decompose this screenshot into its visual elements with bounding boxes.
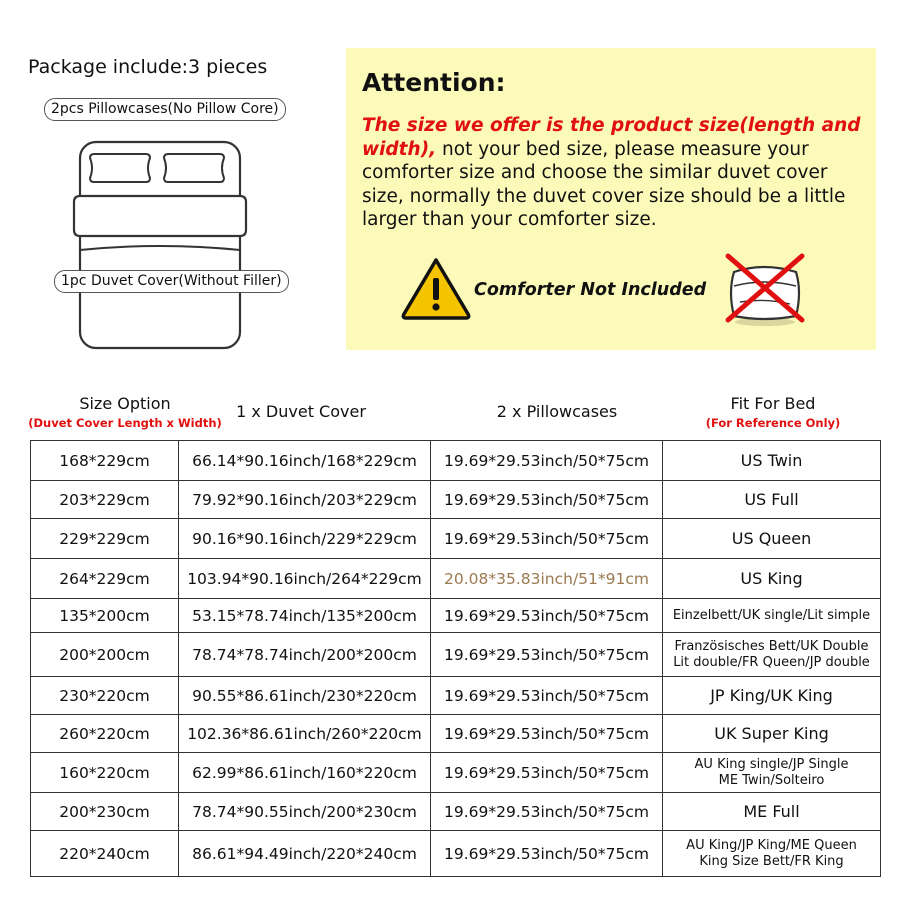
duvet-cell: 103.94*90.16inch/264*229cm xyxy=(179,559,431,599)
table-row xyxy=(31,633,881,677)
fit-cell xyxy=(663,633,881,677)
table-row xyxy=(31,441,881,481)
header-duvet: 1 x Duvet Cover xyxy=(236,402,366,421)
fit-cell xyxy=(663,831,881,877)
fit-cell: UK Super King xyxy=(663,715,881,753)
duvet-cell: 66.14*90.16inch/168*229cm xyxy=(179,441,431,481)
pillow-cell: 19.69*29.53inch/50*75cm xyxy=(431,753,663,793)
pillow-cell: 19.69*29.53inch/50*75cm xyxy=(431,715,663,753)
table-row xyxy=(31,599,881,633)
duvet-fold-icon xyxy=(74,196,246,236)
size-cell: 260*220cm xyxy=(31,715,179,753)
fit-line: King Size Bett/FR King xyxy=(699,853,844,869)
table-row xyxy=(31,753,881,793)
fit-cell: US Queen xyxy=(663,519,881,559)
attention-text xyxy=(362,114,862,232)
fit-line: AU King single/JP Single xyxy=(694,756,849,772)
fit-line: AU King/JP King/ME Queen xyxy=(686,837,857,853)
table-row xyxy=(31,793,881,831)
pillow-cell: 19.69*29.53inch/50*75cm xyxy=(431,519,663,559)
fit-line: ME Twin/Solteiro xyxy=(718,772,825,788)
duvet-cell: 78.74*78.74inch/200*200cm xyxy=(179,633,431,677)
duvet-cell: 102.36*86.61inch/260*220cm xyxy=(179,715,431,753)
pillow-cell: 19.69*29.53inch/50*75cm xyxy=(431,677,663,715)
size-cell: 160*220cm xyxy=(31,753,179,793)
attention-panel xyxy=(346,48,876,350)
table-row xyxy=(31,677,881,715)
table-row xyxy=(31,831,881,877)
bed-illustration xyxy=(70,110,250,350)
header-fit-sub: (For Reference Only) xyxy=(705,416,841,430)
table-row xyxy=(31,715,881,753)
pillow-cell: 19.69*29.53inch/50*75cm xyxy=(431,481,663,519)
pillow-right-icon xyxy=(164,154,224,182)
fit-line: Lit double/FR Queen/JP double xyxy=(673,654,870,670)
no-comforter-icon xyxy=(720,248,810,328)
attention-body-text: not your bed size, please measure your comforter size and choose the similar duvet cover size, normally the duvet cover size should be a little larger than your comforter size. xyxy=(362,138,846,230)
fit-cell: US King xyxy=(663,559,881,599)
pillowcases-callout: 2pcs Pillowcases(No Pillow Core) xyxy=(44,98,286,121)
size-cell: 135*200cm xyxy=(31,599,179,633)
fit-cell: ME Full xyxy=(663,793,881,831)
fit-cell: US Twin xyxy=(663,441,881,481)
duvet-cell: 86.61*94.49inch/220*240cm xyxy=(179,831,431,877)
size-cell: 229*229cm xyxy=(31,519,179,559)
table-row xyxy=(31,559,881,599)
warning-icon xyxy=(400,256,472,320)
fit-cell: US Full xyxy=(663,481,881,519)
header-size-option-label: Size Option xyxy=(79,394,171,413)
header-fit-label: Fit For Bed xyxy=(730,394,816,413)
duvet-cell: 78.74*90.55inch/200*230cm xyxy=(179,793,431,831)
size-cell: 168*229cm xyxy=(31,441,179,481)
pillow-cell: 19.69*29.53inch/50*75cm xyxy=(431,831,663,877)
comforter-note: Comforter Not Included xyxy=(474,280,707,300)
size-cell: 220*240cm xyxy=(31,831,179,877)
duvet-cell: 53.15*78.74inch/135*200cm xyxy=(179,599,431,633)
fit-line: Französisches Bett/UK Double xyxy=(674,638,869,654)
fit-cell xyxy=(663,753,881,793)
pillow-cell: 20.08*35.83inch/51*91cm xyxy=(431,559,663,599)
duvet-cell: 90.55*86.61inch/230*220cm xyxy=(179,677,431,715)
size-cell: 200*200cm xyxy=(31,633,179,677)
pillow-cell: 19.69*29.53inch/50*75cm xyxy=(431,441,663,481)
pillow-cell: 19.69*29.53inch/50*75cm xyxy=(431,599,663,633)
duvet-cell: 90.16*90.16inch/229*229cm xyxy=(179,519,431,559)
size-cell: 200*230cm xyxy=(31,793,179,831)
pillow-cell: 19.69*29.53inch/50*75cm xyxy=(431,633,663,677)
duvet-callout: 1pc Duvet Cover(Without Filler) xyxy=(54,270,289,293)
table-row xyxy=(31,519,881,559)
duvet-cell: 79.92*90.16inch/203*229cm xyxy=(179,481,431,519)
package-title: Package include:3 pieces xyxy=(28,56,268,78)
pillow-left-icon xyxy=(90,154,150,182)
duvet-cell: 62.99*86.61inch/160*220cm xyxy=(179,753,431,793)
size-cell: 230*220cm xyxy=(31,677,179,715)
fit-cell: JP King/UK King xyxy=(663,677,881,715)
fit-cell: Einzelbett/UK single/Lit simple xyxy=(663,599,881,633)
header-fit xyxy=(662,394,884,430)
attention-red-text: The size we offer is the product size(length and width), xyxy=(362,115,861,160)
table-row xyxy=(31,481,881,519)
size-cell: 264*229cm xyxy=(31,559,179,599)
attention-title: Attention: xyxy=(362,68,506,97)
size-table xyxy=(30,440,881,877)
header-pillow: 2 x Pillowcases xyxy=(496,402,618,421)
size-cell: 203*229cm xyxy=(31,481,179,519)
pillow-cell: 19.69*29.53inch/50*75cm xyxy=(431,793,663,831)
header-size-option-sub: (Duvet Cover Length x Width) xyxy=(28,416,222,430)
